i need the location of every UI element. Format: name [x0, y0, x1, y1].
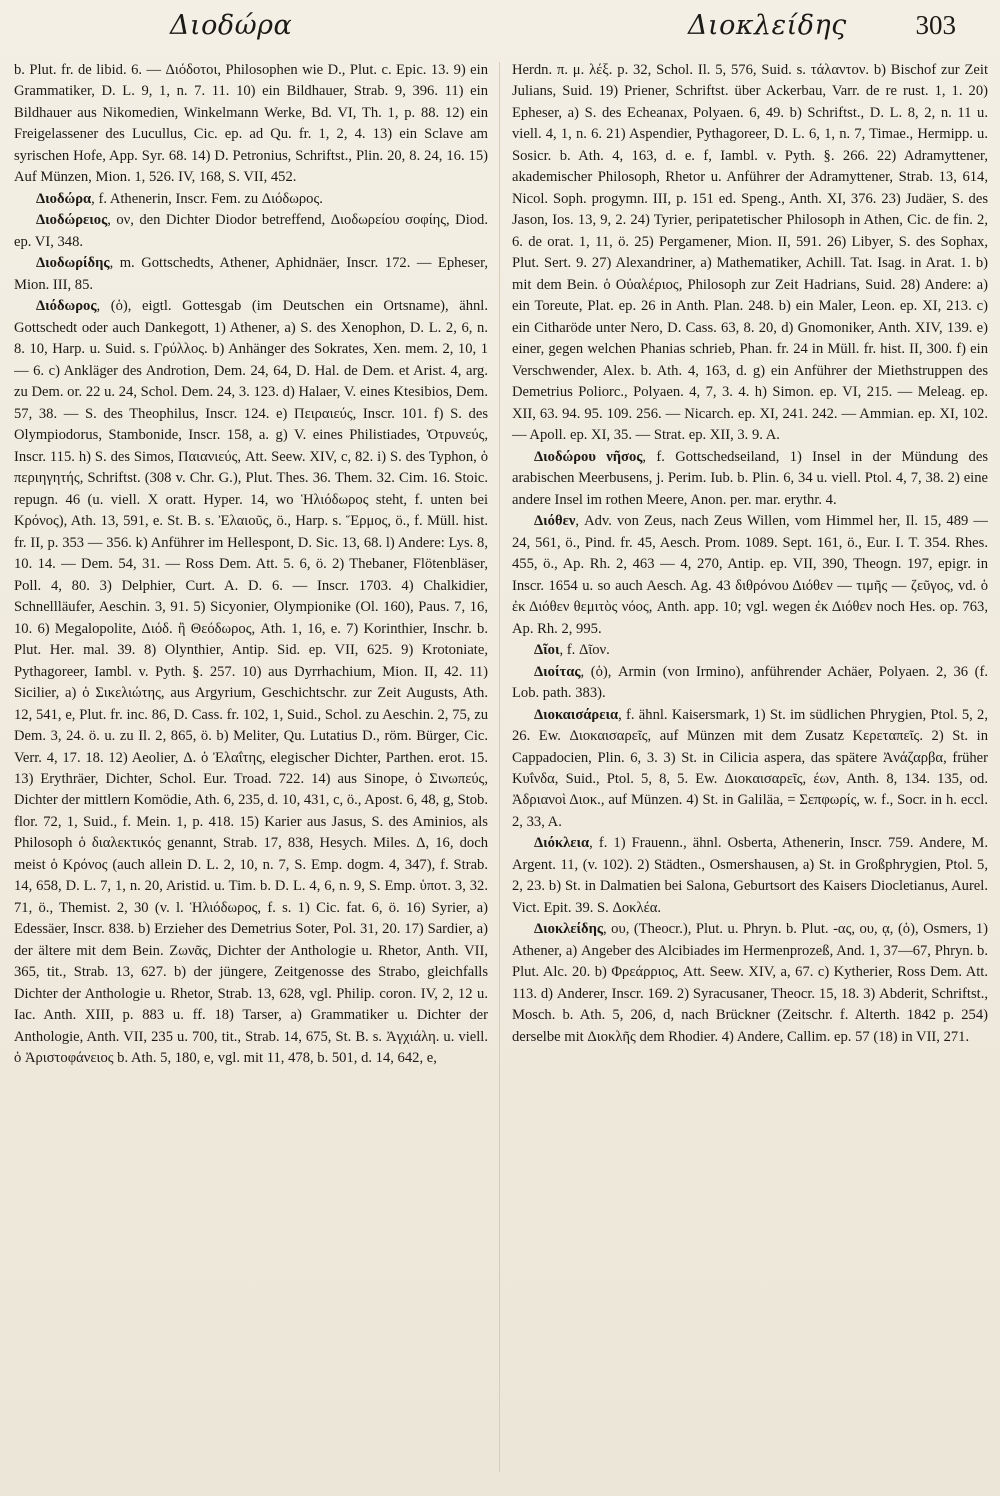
entry-text: , ου, (Theocr.), Plut. u. Phryn. b. Plut. -ας, ου, ᾳ, (ὁ), Osmers, 1) Athener, a) Angeber des Alcibiades im Hermenprozeß, And. 1, 37—67, Phryn. b. Plut. Alc. 20. b) Φρεάρριος, Att. Seew. XIV, a, 67. c) Kytherier, Ross Dem. Att. 113. d) Anderer, Inscr. 169. 2) Syracusaner, Theocr. 15, 18. 3) Abderit, Schriftst., Mosch. b. Ath. 5, 206, d, nach Brückner (Zeitschr. f. Alterth. 1842 p. 254) derselbe mit Διοκλῆς dem Rhodier. 4) Andere, Callim. ep. 57 (18) in VII, 271.: [512, 921, 988, 1045]
dictionary-entry: [14, 296, 488, 1069]
entry-lemma: Διοδώρου νῆσος: [534, 448, 643, 465]
entry-text: , (ὁ), Armin (von Irmino), anführender Achäer, Polyaen. 2, 36 (f. Lob. path. 383).: [512, 663, 988, 702]
dictionary-entry: [14, 210, 488, 253]
dictionary-entry: [512, 919, 988, 1048]
entry-text: , (ὁ), eigtl. Gottesgab (im Deutschen ein Ortsname), ähnl. Gottschedt oder auch Dankegott, 1) Athener, a) S. des Xenophon, D. L. 2, 6, n. 8. 10, Harp. u. Suid. s. Γρύλλος. b) Anhänger des Sokrates, Xen. mem. 2, 10, 1 — 6. c) Ankläger des Androtion, Dem. 24, 64, D. Hal. de Dem. et Arist. 4, arg. zu Dem. or. 22 u. 24, Schol. Dem. 24, 3. 123. d) Halaer, V. eines Ktesibios, Dem. 57, 38. — S. des Theophilus, Inscr. 124. e) Πειραιεύς, Inscr. 101. f) S. des Olympiodorus, Stambonide, Inscr. 158, a. g) V. eines Philistiades, Ὀτρυνεύς, Inscr. 115. h) S. des Simos, Παιανιεύς, Att. Seew. XIV, c, 82. i) S. des Typhon, ὁ περιηγητής, Schriftst. (308 v. Chr. G.), Plut. Thes. 36. Them. 32. Cim. 16. Stoic. repugn. 46 (u. viell. X oratt. Hyper. 14, wo Ἡλιόδωρος steht, f. unten bei Κρόνος), Ath. 13, 591, e. St. B. s. Ἐλαιοῦς, ö., Harp. s. Ἕρμος, ö., f. Müll. hist. fr. II, p. 353 — 356. k) Anführer im Hellespont, D. Sic. 13, 68. l) Andere: Lys. 8, 10. 14. — Dem. 54, 31. — Ross Dem. Att. 5. 6, ö. 2) Thebaner, Flötenbläser, Poll. 4, 80. 3) Delphier, Curt. A. D. 6. — Inscr. 1703. 4) Chalkidier, Schnellläufer, Aeschin. 3, 91. 5) Sicyonier, Olympionike (Ol. 160), Paus. 7, 16, 10. 6) Megalopolite, Διόδ. ἢ Θεόδωρος, Ath. 1, 16, e. 7) Korinthier, Inschr. b. Plut. Her. mal. 39. 8) Olynthier, Antip. Sid. ep. VII, 625. 9) Krotoniate, Pythagoreer, Iambl. v. Pyth. §. 257. 10) aus Dyrrhachium, Mion. II, 42. 11) Sicilier, a) ὁ Σικελιώτης, aus Argyrium, Geschichtschr. zur Zeit Augusts, Ath. 12, 541, e, Plut. fr. inc. 86, D. Cass. fr. 102, 1, Suid., Schol. zu Aeschin. 2, 75, zu Dem. 3, 24. ö. u. zu Il. 2, 865, ö. b) Meliter, Qu. Lutatius D., röm. Bürger, Cic. Verr. 4, 17. 18. 12) Aeolier, Δ. ὁ Ἐλαΐτης, elegischer Dichter, Parthen. erot. 15. 13) Erythräer, Dichter, Schol. Eur. Troad. 722. 14) aus Sinope, ὁ Σινωπεύς, Dichter der mittlern Komödie, Ath. 6, 235, d. 10, 431, c, ö., Apost. 6, 48, g, Stob. flor. 72, 1, Suid., f. Mein. 1, p. 418. 15) Karier aus Jasus, S. des Aminios, als Philosoph ὁ διαλεκτικός genannt, Strab. 17, 838, Hesych. Miles. Δ, 16, doch meist ὁ Κρόνος (auch allein D. L. 2, 10, n. 7, S. Emp. dogm. 4, 347), f. Strab. 14, 658, D. L. 7, 1, n. 20, Aristid. u. Tim. b. D. L. 4, 6, n. 9, S. Emp. ὑποτ. 3, 32. 71, ö., Themist. 2, 30 (v. l. Ἡλιόδωρος, f. s. 1) Cic. fat. 6, ö. 16) Syrier, a) Edessäer, Inscr. 838. b) Erzieher des Demetrius Soter, Pol. 31, 20. 17) Sardier, a) der ältere mit dem Bein. Ζωνᾶς, Dichter der Anthologie u. Rhetor, Anth. VII, 365, tit., Strab. 13, 627. b) der jüngere, Zeitgenosse des Strabo, gleichfalls Dichter der Anthologie u. Rhetor, Strab. 13, 628, vgl. Philip. coron. IV, 2, 12 u. Iac. Anth. XIII, p. 883 u. ff. 18) Tarser, a) Grammatiker u. Dichter der Anthologie, Anth. VII, 235 u. 700, tit., Strab. 14, 675, St. B. s. Ἀγχιάλη. u. viell. ὁ Ἀριστοφάνειος b. Ath. 5, 180, e, vgl. mit 11, 478, b. 501, d. 14, 642, e,: [14, 298, 488, 1067]
entry-text: , f. Athenerin, Inscr. Fem. zu Διόδωρος.: [91, 190, 323, 207]
entry-text: Herdn. π. μ. λέξ. p. 32, Schol. Il. 5, 576, Suid. s. τάλαντον. b) Bischof zur Zeit Julians, Suid. 19) Priener, Schriftst. über Ackerbau, Varr. de re rust. 1, 1. 20) Epheser, a) S. des Echeanax, Polyaen. 6, 49. b) Schriftst., D. L. 8, 2, n. 11 u. viell. 4, 1, n. 6. 21) Aspendier, Pythagoreer, D. L. 6, 1, n. 7, Timae., Hermipp. u. Sosicr. b. Ath. 4, 163, d. e. f, Iambl. v. Pyth. §. 266. 22) Adramyttener, akademischer Philosoph, Rhetor u. Anführer der Adramyttener, Strab. 13, 614, Nicol. Soph. progymn. III, p. 151 ed. Speng., Anth. XI, 376. 23) Judäer, S. des Jason, Ios. 13, 9, 2. 24) Tyrier, peripatetischer Philosoph in Athen, Cic. de fin. 2, 6. de orat. 1, 11, ö. 25) Pergamener, Mion. II, 591. 26) Libyer, S. des Sophax, Plut. Sert. 9. 27) Alexandriner, a) Mathematiker, Achill. Tat. Isag. in Arat. 1. b) mit dem Bein. ὁ Οὐαλέριος, Philosoph zur Zeit Hadrians, Suid. 28) Andere: a) ein Toreute, Plat. ep. 26 in Anth. Plan. 248. b) ein Maler, Leon. ep. XI, 213. c) ein Citharöde unter Nero, D. Cass. 63, 8. 20, d) Gnomoniker, Anth. XIV, 139. e) einer, gegen welchen Phanias schrieb, Phan. fr. 24 in Müll. fr. hist. II, 300. f) ein Verschwender, Alex. b. Ath. 4, 163, d. g) ein Anführer der Miethstruppen des Demetrius Poliorc., Polyaen. 4, 7, 3. 4. h) Simon. ep. VI, 215. — Meleag. ep. XII, 63. 94. 95. 109. 256. — Nicarch. ep. XI, 241. 242. — Ammian. ep. XI, 102. — Apoll. ep. XI, 35. — Strat. ep. XII, 3. 9. A.: [512, 62, 988, 444]
dictionary-entry: [512, 833, 988, 919]
right-column: [512, 60, 988, 1480]
page-header: [0, 6, 1000, 48]
entry-text: , m. Gottschedts, Athener, Aphidnäer, Inscr. 172. — Epheser, Mion. III, 85.: [14, 255, 488, 293]
entry-text: , Adv. von Zeus, nach Zeus Willen, vom Himmel her, Il. 15, 489 — 24, 561, ö., Pind. fr. 45, Aesch. Prom. 1089. Sept. 161, ö., Eur. I. T. 354. Rhes. 455, ö., Ap. Rh. 2, 463 — 4, 270, Antip. ep. VII, 390, Theogn. 197, epigr. in Inscr. 1654 u. so auch Aesch. Ag. 43 διθρόνου Διόθεν — τιμῆς — ζεῦγος, vd. ὁ ἐκ Διόθεν θεμιτὸς νόος, Anth. app. 10; vgl. wegen ἐκ Διόθεν noch Hes. op. 763, Ap. Rh. 2, 995.: [512, 513, 988, 637]
entry-lemma: Διοκλείδης: [534, 921, 604, 938]
left-running-headword: Διοδώρα: [170, 10, 293, 41]
page-number: 303: [915, 10, 956, 40]
entry-lemma: Δῖοι: [534, 642, 560, 659]
entry-lemma: Διόκλεια: [534, 835, 590, 852]
dictionary-entry: [14, 253, 488, 296]
entry-text: , f. 1) Frauenn., ähnl. Osberta, Athenerin, Inscr. 759. Andere, M. Argent. 11, (v. 102). 2) Städten., Osmershausen, a) St. in Großphrygien, Ptol. 5, 2, 23. b) St. in Dalmatien bei Salona, Geburtsort des Kaisers Diocletianus, Aurel. Vict. Epit. 39. S. Δοκλέα.: [512, 835, 988, 916]
dictionary-entry: [512, 705, 988, 834]
dictionary-entry: [512, 60, 988, 447]
dictionary-entry: [512, 662, 988, 705]
entry-lemma: Διοίτας: [534, 663, 581, 680]
entry-text: , f. Gottschedseiland, 1) Insel in der Mündung des arabischen Meerbusens, j. Perim. Iub. b. Plin. 6, 34 u. viell. Ptol. 4, 7, 38. 2) eine andere Insel im rothen Meere, Anon. per. mar. erythr. 4.: [512, 448, 988, 508]
dictionary-entry: [512, 511, 988, 640]
entry-text: b. Plut. fr. de libid. 6. — Διόδοτοι, Philosophen wie D., Plut. c. Epic. 13. 9) ein Grammatiker, D. L. 9, 1, n. 7. 11. 10) ein Bildhauer, Strab. 9, 396. 11) ein Bildhauer aus Nikomedien, Winkelmann Werke, Bd. VI, Th. 1, p. 88. 12) ein Freigelassener des Lucullus, Cic. ep. ad Qu. fr. 1, 2, 4. 13) ein Sclave am syrischen Hofe, App. Syr. 68. 14) D. Petronius, Schriftst., Plin. 20, 8. 24, 16. 15) Auf Münzen, Mion. 1, 526. IV, 168, S. VII, 452.: [14, 62, 488, 186]
entry-lemma: Διόθεν: [534, 513, 576, 530]
left-column: [14, 60, 488, 1480]
right-running-headword: Διοκλείδης: [688, 10, 847, 41]
dictionary-entry: [512, 640, 988, 661]
entry-text: , f. Δῖον.: [559, 642, 610, 659]
entry-lemma: Διόδωρος: [36, 298, 97, 315]
entry-text: , ον, den Dichter Diodor betreffend, Διοδωρείου σοφίης, Diod. ep. VI, 348.: [14, 212, 488, 250]
entry-lemma: Διοδώρειος: [36, 212, 108, 229]
dictionary-entry: [14, 60, 488, 189]
column-divider: [499, 62, 500, 1472]
entry-lemma: Διοκαισάρεια: [534, 706, 619, 723]
entry-lemma: Διοδώρα: [36, 190, 92, 207]
dictionary-entry: [14, 189, 488, 210]
entry-lemma: Διοδωρίδης: [36, 255, 110, 272]
entry-text: , f. ähnl. Kaisersmark, 1) St. im südlichen Phrygien, Ptol. 5, 2, 26. Ew. Διοκαισαρεῖς, auf Münzen mit dem Zusatz Κερεταπεῖς. 2) St. in Cappadocien, Plin. 6, 3. 3) St. in Cilicia aspera, das spätere Ἀνάζαρβα, früher Κυΐνδα, Suid., Ptol. 5, 8, 5. Ew. Διοκαισαρεῖς, έων, Anth. 8, 134. 135, od. Ἀδριανοὶ Διοκ., auf Münzen. 4) St. in Galiläa, = Σεπφωρίς, w. f., Socr. in h. eccl. 2, 33, A.: [512, 706, 988, 830]
dictionary-entry: [512, 447, 988, 511]
